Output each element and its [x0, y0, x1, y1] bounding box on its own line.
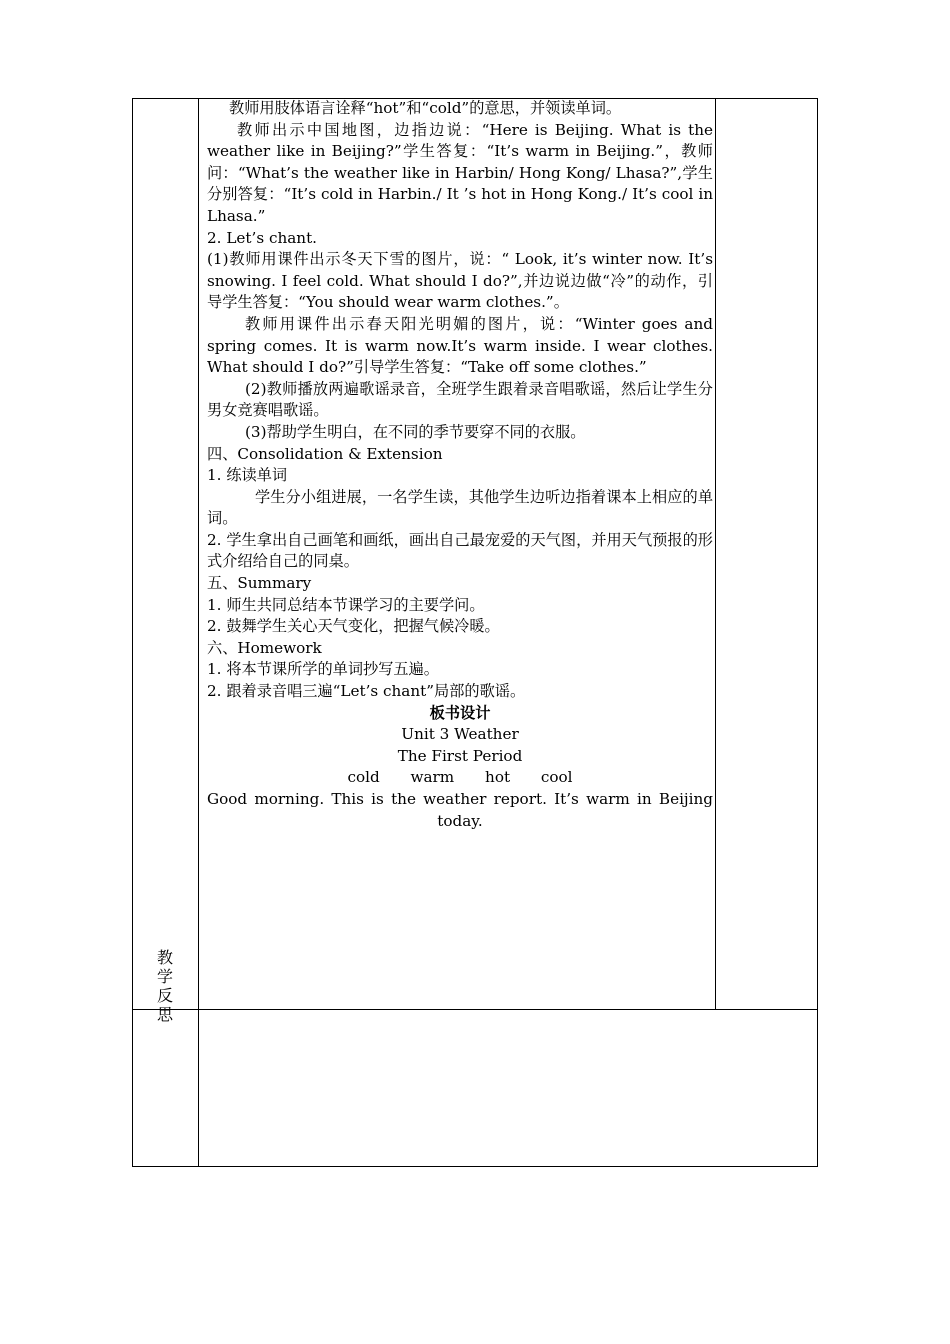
reflection-char: 学 — [156, 967, 173, 986]
paragraph: 学生分小组进展，一名学生读，其他学生边听边指着课本上相应的单词。 — [207, 487, 713, 528]
board-period-title: The First Period — [397, 746, 523, 765]
section-item: 2. 跟着录音唱三遍“Let’s chant”局部的歌谣。 — [207, 682, 526, 701]
reflection-label — [150, 948, 180, 1024]
lesson-content — [207, 98, 713, 832]
board-design-heading: 板书设计 — [429, 703, 491, 722]
section-item: 1. 练读单词 — [207, 466, 288, 485]
paragraph: 教师用课件出示春天阳光明媚的图片，说：“Winter goes and spring comes. It is warm now.It’s warm inside. I wear clothes. What should I do?”引导学生答复：“Take off some clothes.” — [207, 314, 713, 377]
section-heading: 四、Consolidation & Extension — [207, 444, 443, 463]
section-item: 2. Let’s chant. — [207, 228, 317, 247]
row-divider — [132, 1009, 818, 1010]
paragraph: (3)帮助学生明白，在不同的季节要穿不同的衣服。 — [245, 422, 586, 441]
section-item: 1. 将本节课所学的单词抄写五遍。 — [207, 660, 439, 679]
paragraph: 教师出示中国地图，边指边说：“Here is Beijing. What is the weather like in Beijing?”学生答复：“It’s warm in Beijing.”，教师问：“What’s the weather like in Harbin/ Hong Kong/ Lhasa?”,学生分别答复：“It’s cold in Harbin./ It ’s hot in Hong Kong./ It’s cool in Lhasa.” — [207, 120, 713, 225]
reflection-char: 教 — [156, 948, 173, 967]
reflection-char: 反 — [156, 986, 173, 1005]
column-divider-left — [198, 98, 199, 1167]
column-divider-right — [715, 98, 716, 1009]
section-item: 2. 鼓舞学生关心天气变化，把握气候冷暖。 — [207, 617, 500, 636]
board-vocabulary: cold warm hot cool — [347, 768, 573, 787]
paragraph: 教师用肢体语言诠释“hot”和“cold”的意思，并领读单词。 — [229, 99, 622, 117]
paragraph: (2)教师播放两遍歌谣录音，全班学生跟着录音唱歌谣，然后让学生分男女竞赛唱歌谣。 — [207, 379, 713, 420]
reflection-char: 思 — [156, 1005, 173, 1024]
section-heading: 六、Homework — [207, 638, 322, 657]
section-heading: 五、Summary — [207, 574, 312, 593]
paragraph: 2. 学生拿出自己画笔和画纸，画出自己最宠爱的天气图，并用天气预报的形式介绍给自己的同桌。 — [207, 530, 713, 571]
section-item: 1. 师生共同总结本节课学习的主要学问。 — [207, 595, 485, 614]
paragraph: (1)教师用课件出示冬天下雪的图片，说：“ Look, it’s winter now. It’s snowing. I feel cold. What should I do?”,并边说边做“冷”的动作，引导学生答复：“You should wear warm clothes.”。 — [207, 250, 713, 312]
board-unit-title: Unit 3 Weather — [401, 725, 519, 744]
board-sentence: Good morning. This is the weather report. It’s warm in Beijing today. — [207, 790, 713, 830]
